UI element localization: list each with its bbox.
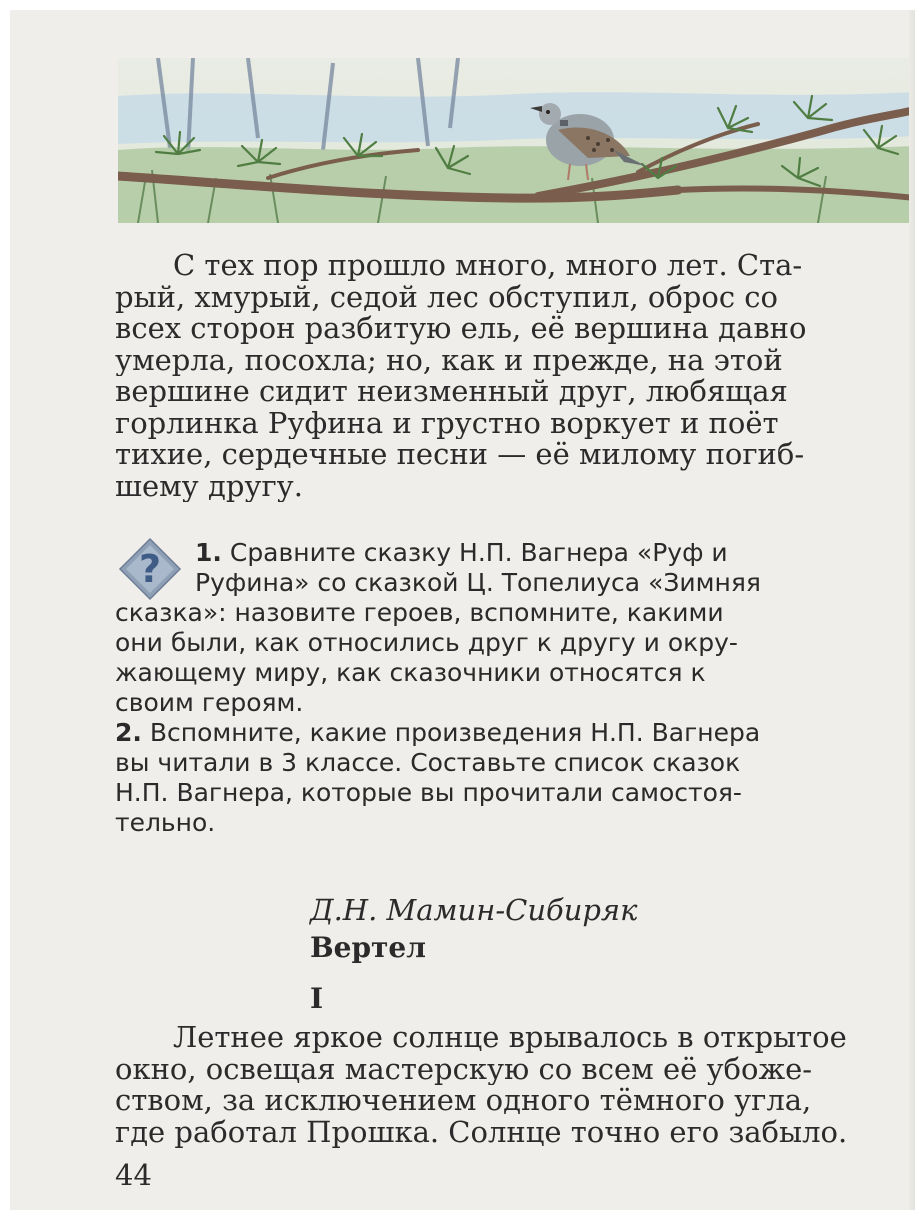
page-number: 44 xyxy=(115,1158,152,1192)
question-line: своим героям. xyxy=(115,688,304,717)
question-line: жающему миру, как сказочники относятся к xyxy=(115,658,706,687)
textbook-page xyxy=(10,10,915,1210)
question-item-1 xyxy=(115,538,915,718)
text-line: шему другу. xyxy=(115,470,303,502)
text-line: ством, за исключением одного тёмного угла, xyxy=(115,1085,812,1117)
question-item-2 xyxy=(115,718,915,838)
story-title: Вертел xyxy=(310,931,426,964)
text-line: горлинка Руфина и грустно воркует и поёт xyxy=(115,407,779,439)
story-ending-paragraph xyxy=(115,250,915,502)
question-line: вы читали в 3 классе. Составьте список сказок xyxy=(115,748,741,777)
question-number: 1. xyxy=(195,538,222,567)
question-line: тельно. xyxy=(115,808,216,837)
turtle-dove-on-branch-illustration xyxy=(118,58,915,223)
text-line: Летнее яркое солнце врывалось в открытое xyxy=(173,1022,847,1054)
question-line: Руфина» со сказкой Ц. Топелиуса «Зимняя xyxy=(195,568,761,597)
text-line: где работал Прошка. Солнце точно его забыло. xyxy=(115,1116,848,1148)
question-number: 2. xyxy=(115,718,142,747)
text-line: окно, освещая мастерскую со всем её убоже- xyxy=(115,1053,813,1085)
question-line: сказка»: назовите героев, вспомните, какими xyxy=(115,598,724,627)
text-line: вершине сидит неизменный друг, любящая xyxy=(115,376,788,408)
chapter-number: I xyxy=(310,982,324,1015)
question-line: Н.П. Вагнера, которые вы прочитали самостоя- xyxy=(115,778,742,807)
story-author: Д.Н. Мамин-Сибиряк xyxy=(310,893,638,927)
question-line: 2. Вспомните, какие произведения Н.П. Вагнера xyxy=(115,718,761,747)
questions-block xyxy=(115,538,915,838)
question-line: 1. Сравните сказку Н.П. Вагнера «Руф и xyxy=(195,538,728,567)
story-opening-paragraph xyxy=(115,1022,915,1148)
svg-text:?: ? xyxy=(138,547,162,591)
text-line: тихие, сердечные песни — её милому погиб- xyxy=(115,439,805,471)
question-line: они были, как относились друг к другу и окру- xyxy=(115,628,738,657)
text-line: всех сторон разбитую ель, её вершина давно xyxy=(115,313,807,345)
text-line: рый, хмурый, седой лес обступил, оброс со xyxy=(115,281,778,313)
page-edge xyxy=(909,10,915,1210)
text-line: С тех пор прошло много, много лет. Ста- xyxy=(173,250,803,282)
text-line: умерла, посохла; но, как и прежде, на этой xyxy=(115,344,783,376)
